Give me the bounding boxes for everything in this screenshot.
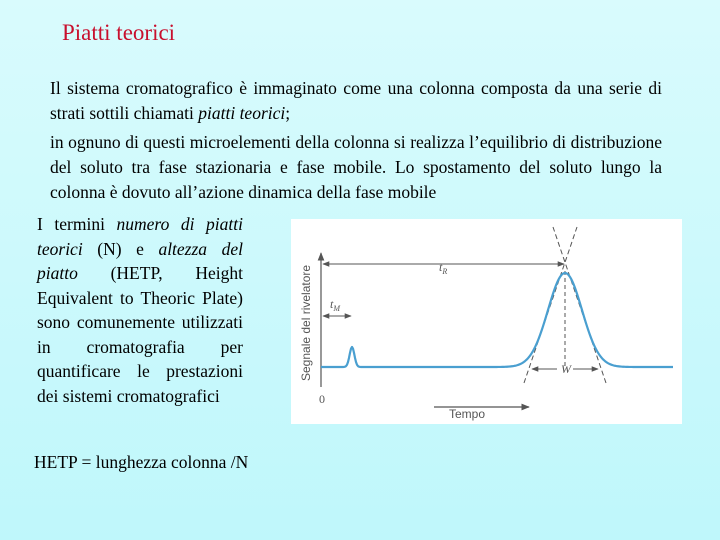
- intro-paragraph-1: Il sistema cromatografico è immaginato come una colonna composta da una serie di strati sottili chiamati piatti teorici;: [50, 78, 662, 123]
- chromatogram-trace: [321, 273, 673, 367]
- definition-paragraph: I termini numero di piatti teorici (N) e altezza del piatto (HETP, Height Equivalent to Theoric Plate) sono comunemente utilizzati in cromatografia per quantificare le prestazioni dei sistemi cromatografici: [37, 214, 243, 406]
- y-axis-label: Segnale del rivelatore: [299, 264, 313, 381]
- tr-label: $t_R$: [439, 260, 448, 276]
- chromatogram-svg: [291, 219, 682, 424]
- chromatogram-figure: [291, 219, 682, 424]
- w-label: W: [561, 362, 571, 376]
- origin-label: 0: [319, 392, 325, 406]
- intro-paragraph-2: in ognuno di questi microelementi della colonna si realizza l’equilibrio di distribuzione del soluto tra fase stazionaria e fase mobile. Lo spostamento del soluto lungo la colonna è dovuto all’azione dinamica della fase mobile: [50, 132, 662, 202]
- x-axis-label: Tempo: [449, 407, 486, 421]
- slide-title: Piatti teorici: [62, 20, 176, 45]
- intro-text: [50, 76, 662, 205]
- tm-label: $t_M$: [330, 297, 341, 313]
- hetp-formula: HETP = lunghezza colonna /N: [34, 452, 249, 472]
